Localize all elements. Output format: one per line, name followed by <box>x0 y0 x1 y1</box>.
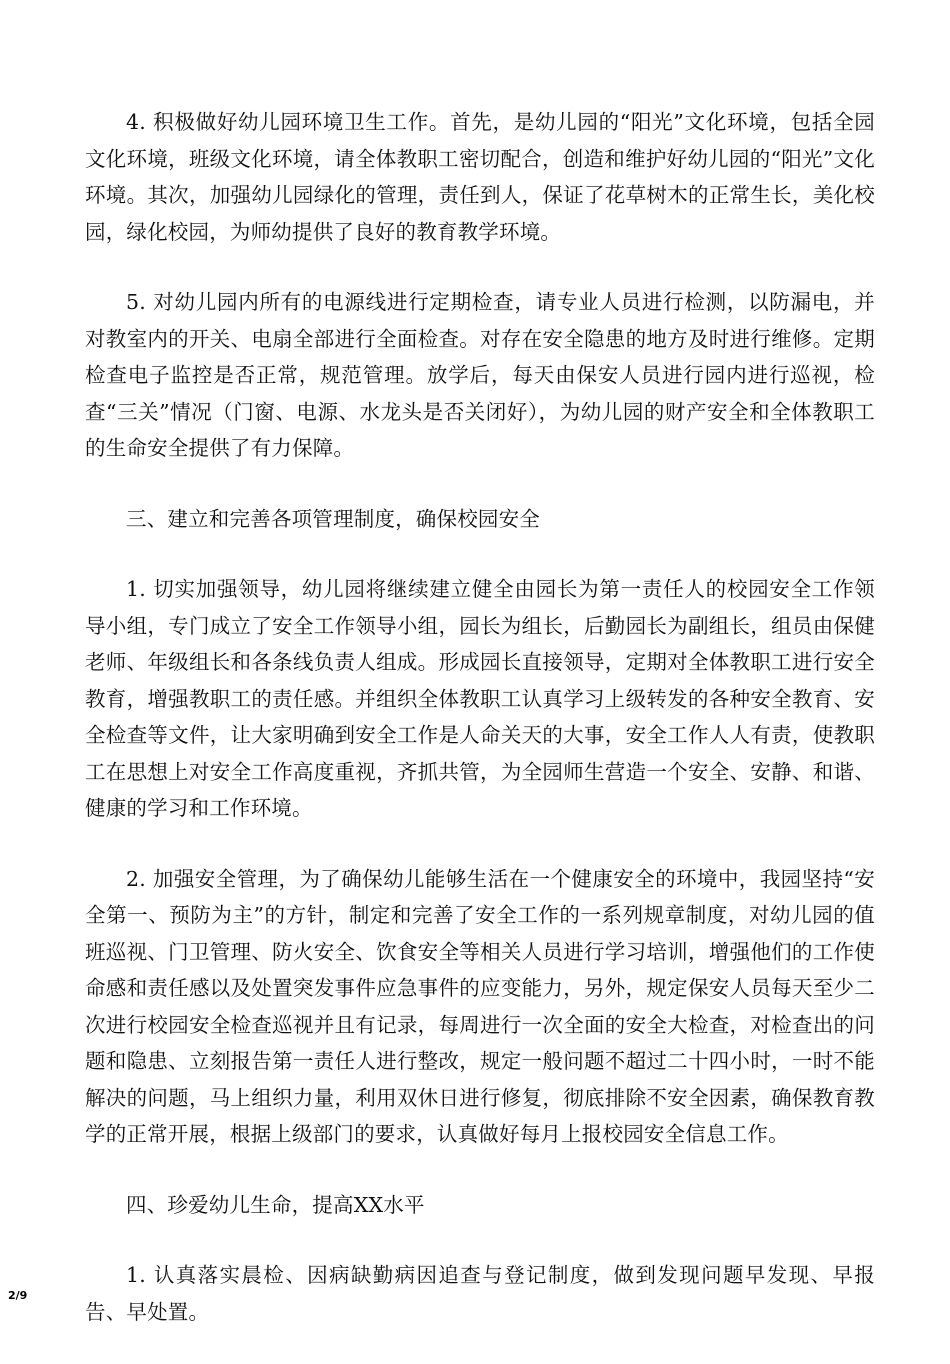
paragraph-environment-hygiene: 4. 积极做好幼儿园环境卫生工作。首先，是幼儿园的“阳光”文化环境，包括全园文化环境，班级文化环境，请全体教职工密切配合，创造和维护好幼儿园的“阳光”文化环境。其次，加强幼儿园绿化的管理，责任到人，保证了花草树木的正常生长，美化校园，绿化校园，为师幼提供了良好的教育教学环境。 <box>85 110 875 244</box>
paragraph-safety-management: 2. 加强安全管理，为了确保幼儿能够生活在一个健康安全的环境中，我园坚持“安全第一、预防为主”的方针，制定和完善了安全工作的一系列规章制度，对幼儿园的值班巡视、门卫管理、防火安全、饮食安全等相关人员进行学习培训，增强他们的工作使命感和责任感以及处置突发事件应急事件的应变能力，另外，规定保安人员每天至少二次进行校园安全检查巡视并且有记录，每周进行一次全面的安全大检查，对检查出的问题和隐患、立刻报告第一责任人进行整改，规定一般问题不超过二十四小时，一时不能解决的问题，马上组织力量，利用双休日进行修复，彻底排除不安全因素，确保教育教学的正常开展，根据上级部门的要求，认真做好每月上报校园安全信息工作。 <box>85 866 875 1146</box>
section-heading-management-system: 三、建立和完善各项管理制度，确保校园安全 <box>126 506 540 531</box>
paragraph-power-line-inspection: 5. 对幼儿园内所有的电源线进行定期检查，请专业人员进行检测，以防漏电，并对教室内的开关、电扇全部进行全面检查。对存在安全隐患的地方及时进行维修。定期检查电子监控是否正常，规范管理。放学后，每天由保安人员进行园内进行巡视，检查“三关”情况（门窗、电源、水龙头是否关闭好），为幼儿园的财产安全和全体教职工的生命安全提供了有力保障。 <box>85 290 875 460</box>
page-number: 2/9 <box>8 1289 28 1302</box>
paragraph-morning-check: 1. 认真落实晨检、因病缺勤病因追查与登记制度，做到发现问题早发现、早报告、早处置。 <box>85 1263 875 1324</box>
section-heading-cherish-life: 四、珍爱幼儿生命，提高XX水平 <box>126 1192 425 1217</box>
paragraph-strengthen-leadership: 1. 切实加强领导，幼儿园将继续建立健全由园长为第一责任人的校园安全工作领导小组，专门成立了安全工作领导小组，园长为组长，后勤园长为副组长，组员由保健老师、年级组长和各条线负责人组成。形成园长直接领导，定期对全体教职工进行安全教育，增强教职工的责任感。并组织全体教职工认真学习上级转发的各种安全教育、安全检查等文件，让大家明确到安全工作是人命关天的大事，安全工作人人有责，使教职工在思想上对安全工作高度重视，齐抓共管，为全园师生营造一个安全、安静、和谐、健康的学习和工作环境。 <box>85 577 875 820</box>
document-body <box>85 104 875 1364</box>
